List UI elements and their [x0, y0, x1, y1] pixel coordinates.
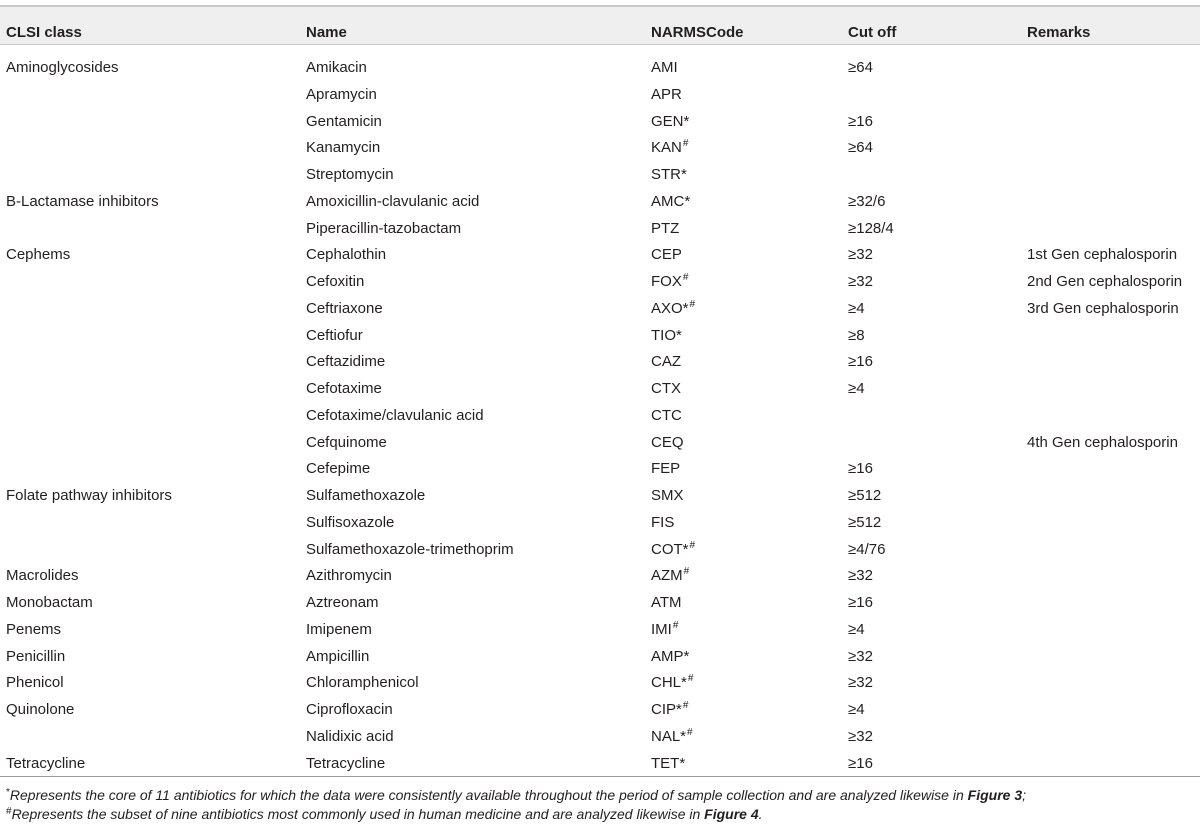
cell-narms-code-text: CTX	[651, 380, 681, 397]
table-row	[0, 751, 1200, 778]
header-clsi-class: CLSI class	[6, 24, 82, 41]
table-row	[0, 456, 1200, 483]
cell-name	[306, 246, 386, 264]
header-remarks: Remarks	[1027, 24, 1091, 41]
cell-narms-code-text: AMI	[651, 59, 678, 76]
cell-cutoff	[848, 514, 881, 532]
cell-narms-code-text: CTC	[651, 406, 682, 424]
cell-clsi-class	[6, 648, 65, 666]
table-header-row	[0, 5, 1200, 45]
table-row	[0, 109, 1200, 136]
footnote-hash	[6, 806, 763, 825]
code-footnote-mark: #	[683, 566, 690, 578]
cell-narms-code-text: IMI	[651, 620, 672, 638]
cell-cutoff	[848, 327, 865, 345]
header-cutoff: Cut off	[848, 24, 897, 41]
table-row	[0, 483, 1200, 510]
cell-name	[306, 541, 514, 559]
cell-cutoff	[848, 487, 881, 505]
table-row	[0, 349, 1200, 376]
cell-name	[306, 755, 385, 773]
table-row	[0, 216, 1200, 243]
cell-clsi-class-text: Tetracycline	[6, 754, 86, 772]
table-row	[0, 296, 1200, 323]
footnote-star-figure-ref: Figure 3	[967, 787, 1023, 803]
cell-cutoff	[848, 300, 865, 318]
table-row	[0, 135, 1200, 162]
cell-cutoff	[848, 273, 873, 291]
cell-cutoff-text: ≥16	[848, 460, 873, 478]
cell-narms-code-text: CEQ	[651, 433, 684, 451]
cell-cutoff	[848, 139, 873, 157]
cell-narms-code	[651, 353, 682, 373]
cell-name	[306, 353, 385, 371]
cell-name-text: Sulfisoxazole	[306, 513, 395, 531]
cell-name	[306, 300, 383, 318]
cell-name-text: Sulfamethoxazole-trimethoprim	[306, 540, 514, 558]
cell-name-text: Streptomycin	[306, 166, 394, 183]
cell-name	[306, 273, 364, 291]
cell-name-text: Amikacin	[306, 59, 367, 76]
cell-narms-code	[651, 246, 683, 266]
footnote-star	[6, 787, 1026, 806]
cell-narms-code-text: FOX	[651, 273, 682, 290]
cell-cutoff	[848, 353, 873, 371]
cell-narms-code-text: CAZ	[651, 353, 681, 371]
header-name: Name	[306, 24, 347, 41]
cell-narms-code-text: NAL*	[651, 727, 687, 745]
cell-narms-code-text: AXO*	[651, 299, 689, 317]
cell-narms-code-text: PTZ	[651, 219, 680, 237]
cell-narms-code	[651, 59, 679, 79]
cell-cutoff	[848, 594, 873, 612]
cell-narms-code	[651, 594, 683, 614]
footnote-hash-figure-ref: Figure 4	[704, 806, 759, 822]
cell-narms-code	[651, 113, 690, 133]
footnote-star-end: ;	[1022, 787, 1027, 803]
cell-name	[306, 674, 419, 692]
cell-name-text: Chloramphenicol	[306, 674, 419, 692]
cell-clsi-class-text: Folate pathway inhibitors	[6, 487, 172, 504]
cell-name	[306, 86, 377, 104]
cell-clsi-class	[6, 674, 64, 692]
footnote-hash-mark: #	[6, 806, 12, 817]
cell-narms-code	[651, 460, 681, 480]
cell-narms-code-text: SMX	[651, 487, 684, 504]
cell-remarks-text: 4th Gen cephalosporin	[1027, 433, 1178, 451]
cell-cutoff-text: ≥4	[848, 299, 865, 317]
table-row	[0, 242, 1200, 269]
cell-cutoff-text: ≥32	[848, 647, 873, 665]
cell-cutoff-text: ≥32	[848, 273, 873, 290]
cell-name	[306, 594, 379, 612]
code-footnote-mark: #	[672, 619, 679, 631]
table-row	[0, 55, 1200, 82]
cell-name	[306, 220, 461, 238]
cell-remarks-text: 2nd Gen cephalosporin	[1027, 273, 1183, 290]
cell-clsi-class	[6, 487, 172, 505]
cell-narms-code	[651, 300, 695, 320]
cell-narms-code	[651, 755, 686, 775]
cell-remarks	[1027, 273, 1182, 291]
cell-cutoff-text: ≥32	[848, 246, 873, 264]
cell-cutoff-text: ≥32	[848, 567, 873, 585]
cell-name-text: Cefotaxime	[306, 380, 382, 397]
cell-clsi-class	[6, 755, 85, 773]
cell-name-text: Nalidixic acid	[306, 727, 394, 745]
cell-narms-code-text: KAN	[651, 139, 682, 157]
cell-narms-code-text: GEN*	[651, 112, 690, 130]
table-bottom-rule	[0, 776, 1200, 777]
cell-narms-code	[651, 193, 691, 213]
cell-narms-code-text: FIS	[651, 513, 675, 531]
cell-clsi-class	[6, 246, 70, 264]
cell-narms-code-text: AZM	[651, 567, 683, 585]
cell-name	[306, 648, 369, 666]
cell-cutoff-text: ≥64	[848, 59, 873, 76]
code-footnote-mark: #	[687, 673, 694, 685]
cell-name-text: Cefepime	[306, 460, 371, 478]
cell-name	[306, 380, 382, 398]
cell-narms-code	[651, 434, 685, 454]
cell-narms-code-text: ATM	[651, 594, 682, 611]
cell-cutoff	[848, 621, 865, 639]
cell-narms-code-text: APR	[651, 85, 682, 103]
cell-name-text: Cefquinome	[306, 433, 387, 451]
cell-name-text: Sulfamethoxazole	[306, 487, 426, 504]
cell-clsi-class	[6, 594, 93, 612]
cell-narms-code	[651, 621, 678, 641]
cell-cutoff	[848, 380, 865, 398]
table-row	[0, 590, 1200, 617]
code-footnote-mark: #	[682, 272, 689, 283]
cell-name-text: Ampicillin	[306, 647, 370, 665]
cell-cutoff	[848, 674, 873, 692]
header-narms-code: NARMSCode	[651, 24, 744, 41]
cell-clsi-class-text: Monobactam	[6, 594, 93, 611]
table-row	[0, 537, 1200, 564]
cell-clsi-class-text: Aminoglycosides	[6, 59, 119, 76]
cell-clsi-class-text: Quinolone	[6, 701, 75, 718]
footnote-star-mark: *	[6, 787, 10, 798]
cell-name-text: Ciprofloxacin	[306, 701, 393, 718]
cell-cutoff-text: ≥32	[848, 674, 873, 692]
code-footnote-mark: #	[689, 298, 696, 310]
table-row	[0, 269, 1200, 296]
table-row	[0, 189, 1200, 216]
cell-narms-code	[651, 407, 683, 427]
cell-narms-code-text: CHL*	[651, 674, 687, 692]
cell-cutoff	[848, 701, 865, 719]
cell-narms-code-text: FEP	[651, 460, 681, 478]
cell-clsi-class-text: Cephems	[6, 246, 71, 264]
cell-narms-code	[651, 327, 683, 347]
cell-narms-code-text: AMP*	[651, 647, 690, 665]
cell-narms-code	[651, 674, 693, 694]
cell-name-text: Ceftriaxone	[306, 299, 383, 317]
cell-remarks-text: 3rd Gen cephalosporin	[1027, 299, 1179, 317]
cell-cutoff-text: ≥16	[848, 353, 873, 371]
cell-narms-code-text: TIO*	[651, 326, 682, 344]
cell-narms-code	[651, 273, 688, 293]
cell-cutoff-text: ≥128/4	[848, 219, 894, 237]
table-row	[0, 617, 1200, 644]
cell-name	[306, 460, 370, 478]
cell-clsi-class-text: Macrolides	[6, 567, 79, 585]
cell-cutoff	[848, 220, 894, 238]
code-footnote-mark: #	[682, 138, 689, 150]
code-footnote-mark: #	[687, 726, 693, 738]
cell-name	[306, 487, 425, 505]
table-row	[0, 162, 1200, 189]
cell-cutoff-text: ≥16	[848, 112, 873, 130]
cell-cutoff-text: ≥512	[848, 513, 882, 531]
cell-name	[306, 728, 394, 746]
footnote-hash-text: Represents the subset of nine antibiotics most commonly used in human medicine and are analyzed likewise in	[11, 806, 705, 822]
cell-narms-code-text: COT*	[651, 540, 689, 558]
cell-narms-code	[651, 487, 685, 507]
cell-name-text: Cephalothin	[306, 246, 387, 264]
cell-clsi-class-text: Phenicol	[6, 674, 64, 692]
table-row	[0, 724, 1200, 751]
cell-clsi-class	[6, 193, 159, 211]
cell-name	[306, 139, 380, 157]
cell-name-text: Cefotaxime/clavulanic acid	[306, 406, 484, 424]
cell-narms-code	[651, 139, 688, 159]
cell-narms-code-text: CEP	[651, 246, 682, 264]
table-row	[0, 697, 1200, 724]
cell-narms-code	[651, 701, 688, 721]
cell-name-text: Cefoxitin	[306, 273, 365, 290]
code-footnote-mark: #	[689, 539, 696, 551]
table-row	[0, 82, 1200, 109]
cell-clsi-class	[6, 567, 79, 585]
cell-clsi-class	[6, 621, 61, 639]
cell-name-text: Aztreonam	[306, 594, 379, 611]
cell-name-text: Imipenem	[306, 620, 372, 638]
cell-name-text: Gentamicin	[306, 112, 382, 130]
table-row	[0, 644, 1200, 671]
cell-name	[306, 193, 479, 211]
cell-cutoff	[848, 113, 873, 131]
cell-narms-code	[651, 728, 693, 748]
cell-cutoff	[848, 541, 885, 559]
cell-name-text: Ceftazidime	[306, 353, 386, 371]
cell-narms-code	[651, 514, 675, 534]
cell-narms-code	[651, 567, 689, 587]
cell-cutoff-text: ≥512	[848, 487, 882, 504]
cell-name	[306, 567, 392, 585]
cell-name	[306, 327, 363, 345]
table-row	[0, 376, 1200, 403]
cell-remarks	[1027, 246, 1177, 264]
cell-remarks	[1027, 434, 1178, 452]
table-row	[0, 323, 1200, 350]
cell-name	[306, 113, 382, 131]
cell-narms-code	[651, 86, 683, 106]
cell-name	[306, 59, 367, 77]
table-row	[0, 670, 1200, 697]
cell-cutoff	[848, 460, 873, 478]
cell-remarks-text: 1st Gen cephalosporin	[1027, 246, 1178, 264]
cell-narms-code-text: TET*	[651, 754, 686, 772]
cell-name	[306, 701, 393, 719]
cell-narms-code	[651, 541, 695, 561]
cell-narms-code	[651, 380, 682, 400]
code-footnote-mark: #	[682, 700, 689, 711]
cell-narms-code	[651, 648, 690, 668]
cell-name	[306, 407, 484, 425]
cell-cutoff-text: ≥32	[848, 727, 873, 745]
cell-narms-code-text: AMC*	[651, 192, 691, 210]
cell-narms-code	[651, 220, 680, 240]
cell-cutoff-text: ≥16	[848, 754, 873, 772]
cell-name-text: Ceftiofur	[306, 326, 363, 344]
table-row	[0, 403, 1200, 430]
cell-name-text: Amoxicillin-clavulanic acid	[306, 192, 480, 210]
cell-name-text: Apramycin	[306, 85, 377, 103]
cell-cutoff-text: ≥4	[848, 380, 865, 397]
cell-name-text: Piperacillin-tazobactam	[306, 219, 462, 237]
cell-name-text: Azithromycin	[306, 567, 392, 585]
cell-clsi-class-text: Penems	[6, 620, 62, 638]
cell-cutoff	[848, 59, 873, 77]
cell-clsi-class	[6, 59, 119, 77]
cell-cutoff-text: ≥16	[848, 594, 873, 611]
cell-narms-code-text: STR*	[651, 166, 687, 183]
cell-narms-code	[651, 166, 688, 186]
cell-name	[306, 166, 394, 184]
footnote-star-text: Represents the core of 11 antibiotics for which the data were consistently available throughout the period of sample collection and are analyzed likewise in	[9, 787, 968, 803]
cell-cutoff-text: ≥64	[848, 139, 873, 157]
table-row	[0, 563, 1200, 590]
table-row	[0, 510, 1200, 537]
cell-cutoff-text: ≥8	[848, 326, 865, 344]
cell-cutoff	[848, 648, 873, 666]
cell-cutoff-text: ≥32/6	[848, 192, 886, 210]
cell-cutoff	[848, 567, 873, 585]
table-row	[0, 430, 1200, 457]
cell-cutoff-text: ≥4/76	[848, 540, 886, 558]
cell-name	[306, 621, 372, 639]
footnote-hash-end: .	[758, 806, 763, 822]
cell-remarks	[1027, 300, 1179, 318]
cell-cutoff-text: ≥4	[848, 701, 865, 718]
cell-cutoff	[848, 728, 873, 746]
cell-cutoff-text: ≥4	[848, 620, 865, 638]
cell-name-text: Tetracycline	[306, 754, 386, 772]
cell-clsi-class-text: B-Lactamase inhibitors	[6, 192, 159, 210]
cell-clsi-class	[6, 701, 74, 719]
cell-name-text: Kanamycin	[306, 139, 381, 157]
cell-cutoff	[848, 246, 873, 264]
cell-name	[306, 514, 394, 532]
cell-cutoff	[848, 755, 873, 773]
cell-narms-code-text: CIP*	[651, 701, 682, 718]
cell-name	[306, 434, 387, 452]
cell-clsi-class-text: Penicillin	[6, 647, 66, 665]
cell-cutoff	[848, 193, 885, 211]
